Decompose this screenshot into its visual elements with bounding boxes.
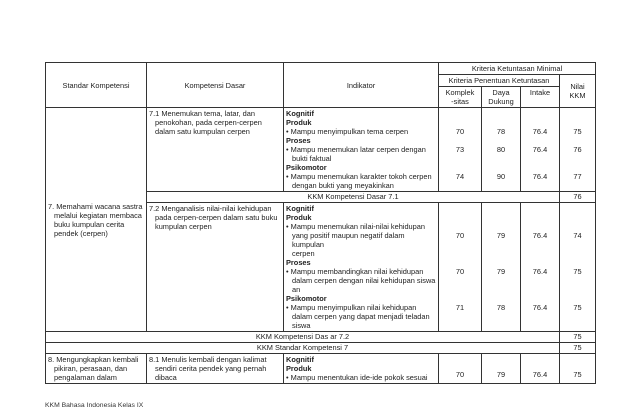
daya-dukung-7-2	[482, 203, 521, 332]
indikator-text: Mampu menemukan latar cerpen dengan	[290, 145, 426, 154]
indikator-text: Mampu membandingkan nilai kehidupan	[290, 267, 424, 276]
label-kognitif: Kognitif	[286, 109, 314, 118]
indikator-7-2-c: • Mampu menyimpulkan nilai kehidupan	[286, 303, 417, 312]
indikator-text: cerpen	[292, 249, 315, 258]
value-cell: 76.4	[532, 267, 548, 276]
header-indikator: Indikator	[284, 63, 439, 108]
intake-7-2	[521, 203, 560, 332]
header-dukung: Dukung	[488, 97, 514, 106]
value-cell: 71	[455, 303, 465, 312]
value-cell: 74	[455, 172, 465, 181]
summary-label: KKM Standar Kompetensi 7	[46, 343, 560, 354]
intake-7-1	[521, 108, 560, 192]
value-cell: 78	[496, 127, 506, 136]
indikator-7-1-c: • Mampu menemukan karakter tokoh cerpen	[286, 172, 432, 181]
kd-8-1-cell	[147, 354, 284, 384]
label-proses: Proses	[286, 258, 311, 267]
indikator-text: an	[292, 285, 301, 294]
label-produk: Produk	[286, 213, 312, 222]
indikator-text: dalam cerpen dengan nilai kehidupan siswa	[292, 276, 436, 285]
value-cell: 70	[455, 231, 465, 240]
value-cell: 76.4	[532, 303, 548, 312]
header-kompetensi-dasar: Kompetensi Dasar	[147, 63, 284, 108]
value-cell: 76	[573, 145, 582, 154]
header-intake: Intake	[521, 87, 560, 108]
kd-7-2-text: 7.2 Menganalisis nilai-nilai kehidupan pada cerpen-cerpen dalam satu buku kumpulan cerpen	[149, 204, 278, 231]
value-cell: 76.4	[532, 231, 548, 240]
value-cell: 90	[496, 172, 506, 181]
row-kd-8-1	[46, 354, 596, 384]
value-cell: 73	[455, 145, 465, 154]
summary-value: 75	[560, 343, 596, 354]
header-row-1	[46, 63, 596, 75]
indikator-text: Mampu menemukan karakter tokoh cerpen	[290, 172, 432, 181]
label-produk: Produk	[286, 118, 312, 127]
value-cell: 79	[496, 267, 506, 276]
summary-kd-7-2	[46, 332, 596, 343]
header-nilai: Nilai	[570, 82, 585, 91]
sk-8-cell	[46, 354, 147, 384]
header-penentuan-ketuntasan: Kriteria Penentuan Ketuntasan	[439, 75, 560, 87]
label-produk: Produk	[286, 364, 312, 373]
value-cell: 75	[573, 303, 582, 312]
sk-7-cell	[46, 108, 147, 332]
indikator-7-2-b: • Mampu membandingkan nilai kehidupan	[286, 267, 424, 276]
indikator-text: Mampu menyimpulkan tema cerpen	[290, 127, 409, 136]
label-psikomotor: Psikomotor	[286, 294, 327, 303]
indikator-7-1	[284, 108, 439, 192]
indikator-8-1-a: • Mampu menentukan ide-ide pokok sesuai	[286, 373, 428, 382]
header-kompleksitas	[439, 87, 482, 108]
value-cell: 75	[573, 127, 582, 136]
kompleksitas-8-1	[439, 354, 482, 384]
label-proses: Proses	[286, 136, 311, 145]
summary-value: 75	[560, 332, 596, 343]
indikator-text: Mampu menyimpulkan nilai kehidupan	[290, 303, 417, 312]
label-kognitif: Kognitif	[286, 204, 314, 213]
value-cell: 77	[573, 172, 582, 181]
page-footer: KKM Bahasa Indonesia Kelas IX	[45, 402, 144, 409]
indikator-text: dalam cerpen yang dapat menjadi teladan	[292, 312, 430, 321]
sk-7-text: 7. Memahami wacana sastra melalui kegiatan membaca buku kumpulan cerita pendek (cerpen)	[48, 201, 143, 238]
value-cell: 80	[496, 145, 506, 154]
kompleksitas-7-1	[439, 108, 482, 192]
kompleksitas-7-2	[439, 203, 482, 332]
indikator-text: dengan bukti yang meyakinkan	[292, 181, 394, 190]
header-standar-kompetensi: Standar Kompetensi	[46, 63, 147, 108]
header-daya: Daya	[492, 88, 510, 97]
summary-sk-7	[46, 343, 596, 354]
label-kognitif: Kognitif	[286, 355, 314, 364]
value-cell: 75	[573, 267, 582, 276]
value-cell: 75	[573, 370, 582, 379]
row-kd-7-1	[46, 108, 596, 192]
value-cell: 70	[455, 370, 465, 379]
header-sitas: -sitas	[451, 97, 469, 106]
daya-dukung-7-1	[482, 108, 521, 192]
header-komplek: Komplek	[445, 88, 475, 97]
kd-7-2-cell	[147, 203, 284, 332]
indikator-7-2-a: • Mampu menemukan nilai-nilai kehidupan	[286, 222, 425, 231]
indikator-text: Mampu menentukan ide-ide pokok sesuai	[290, 373, 428, 382]
indikator-text: bukti faktual	[292, 154, 332, 163]
kd-7-1-cell	[147, 108, 284, 192]
value-cell: 70	[455, 127, 465, 136]
kkm-table	[45, 62, 596, 384]
indikator-7-1-b: • Mampu menemukan latar cerpen dengan	[286, 145, 426, 154]
nilai-kkm-7-1	[560, 108, 596, 192]
value-cell: 79	[496, 370, 506, 379]
header-kriteria-ketuntasan: Kriteria Ketuntasan Minimal	[439, 63, 596, 75]
indikator-7-1-a: • Mampu menyimpulkan tema cerpen	[286, 127, 409, 136]
indikator-text: yang positif maupun negatif dalam kumpulan	[292, 231, 405, 249]
value-cell: 76.4	[532, 145, 548, 154]
indikator-7-2	[284, 203, 439, 332]
header-nilai-kkm	[560, 75, 596, 108]
kd-7-1-text: 7.1 Menemukan tema, latar, dan penokohan, pada cerpen-cerpen dalam satu kumpulan cerpen	[149, 109, 262, 136]
sk-8-text: 8. Mengungkapkan kembali pikiran, perasaan, dan pengalaman dalam	[48, 355, 139, 382]
value-cell: 76.4	[532, 370, 548, 379]
value-cell: 76.4	[532, 172, 548, 181]
nilai-kkm-8-1	[560, 354, 596, 384]
summary-label: KKM Kompetensi Das ar 7.2	[46, 332, 560, 343]
value-cell: 78	[496, 303, 506, 312]
value-cell: 74	[573, 231, 582, 240]
indikator-text: siswa	[292, 321, 311, 330]
summary-label: KKM Kompetensi Dasar 7.1	[147, 192, 560, 203]
indikator-text: Mampu menemukan nilai-nilai kehidupan	[290, 222, 425, 231]
label-psikomotor: Psikomotor	[286, 163, 327, 172]
nilai-kkm-7-2	[560, 203, 596, 332]
indikator-8-1	[284, 354, 439, 384]
intake-8-1	[521, 354, 560, 384]
header-daya-dukung	[482, 87, 521, 108]
header-kkm: KKM	[569, 91, 586, 100]
daya-dukung-8-1	[482, 354, 521, 384]
kd-8-1-text: 8.1 Menulis kembali dengan kalimat sendiri cerita pendek yang pernah dibaca	[149, 355, 267, 382]
value-cell: 76.4	[532, 127, 548, 136]
summary-value: 76	[560, 192, 596, 203]
value-cell: 70	[455, 267, 465, 276]
value-cell: 79	[496, 231, 506, 240]
